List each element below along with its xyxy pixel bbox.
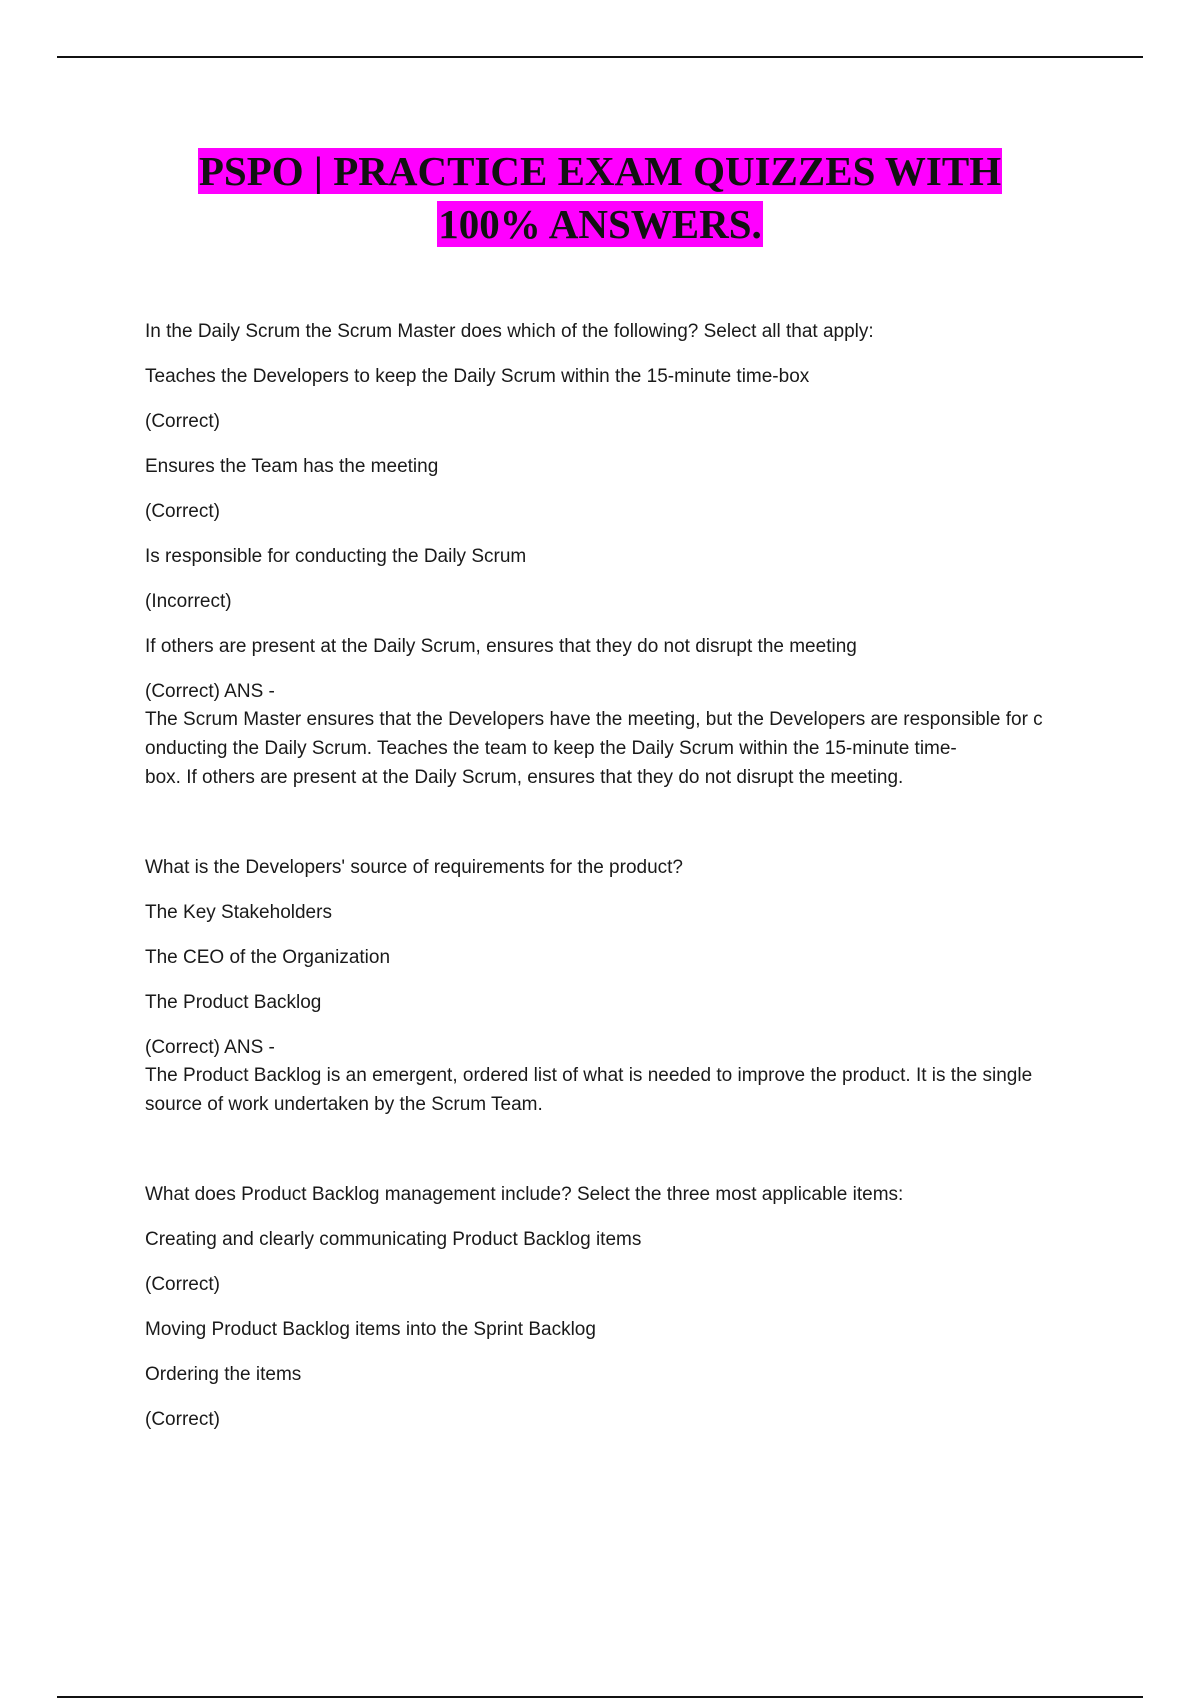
document-body: [145, 318, 1105, 1451]
answer-mark: (Correct): [145, 501, 220, 522]
answer-option: Teaches the Developers to keep the Daily Scrum within the 15-minute time-box: [145, 366, 810, 387]
document-title: [0, 145, 1200, 251]
question-block-1: [145, 318, 1105, 792]
answer-option: The CEO of the Organization: [145, 947, 391, 968]
top-rule: [57, 56, 1143, 58]
answer-option: Moving Product Backlog items into the Sprint Backlog: [145, 1319, 596, 1340]
answer-mark: (Correct): [145, 1409, 220, 1430]
spacer: [145, 792, 1105, 854]
title-line-1: PSPO | PRACTICE EXAM QUIZZES WITH: [198, 148, 1002, 194]
answer-mark: (Incorrect): [145, 591, 232, 612]
answer-option: Creating and clearly communicating Product Backlog items: [145, 1229, 642, 1250]
answer-mark: (Correct): [145, 411, 220, 432]
answer-explanation: The Product Backlog is an emergent, ordered list of what is needed to improve the product. It is the single source of work undertaken by the Scrum Team.: [145, 1065, 1033, 1115]
answer-option: Ordering the items: [145, 1364, 302, 1385]
bottom-rule: [57, 1696, 1143, 1698]
question-text: What does Product Backlog management include? Select the three most applicable items:: [145, 1184, 904, 1205]
answer-option: The Product Backlog: [145, 992, 322, 1013]
spacer: [145, 1119, 1105, 1181]
answer-label: (Correct) ANS -: [145, 681, 275, 702]
answer-explanation: The Scrum Master ensures that the Developers have the meeting, but the Developers are responsible for c onducting the Daily Scrum. Teaches the team to keep the Daily Scrum within the 15-minute time- box. If others are present at the Daily Scrum, ensures that they do not disrupt the meeting.: [145, 709, 1043, 788]
answer-mark: (Correct): [145, 1274, 220, 1295]
answer-option: Ensures the Team has the meeting: [145, 456, 439, 477]
question-text: In the Daily Scrum the Scrum Master does which of the following? Select all that apply:: [145, 321, 874, 342]
question-text: What is the Developers' source of requirements for the product?: [145, 857, 684, 878]
question-block-3: [145, 1181, 1105, 1433]
answer-option: The Key Stakeholders: [145, 902, 332, 923]
answer-label: (Correct) ANS -: [145, 1037, 275, 1058]
answer-option: If others are present at the Daily Scrum, ensures that they do not disrupt the meeting: [145, 636, 857, 657]
question-block-2: [145, 854, 1105, 1119]
title-line-2: 100% ANSWERS.: [438, 201, 762, 247]
answer-option: Is responsible for conducting the Daily Scrum: [145, 546, 527, 567]
